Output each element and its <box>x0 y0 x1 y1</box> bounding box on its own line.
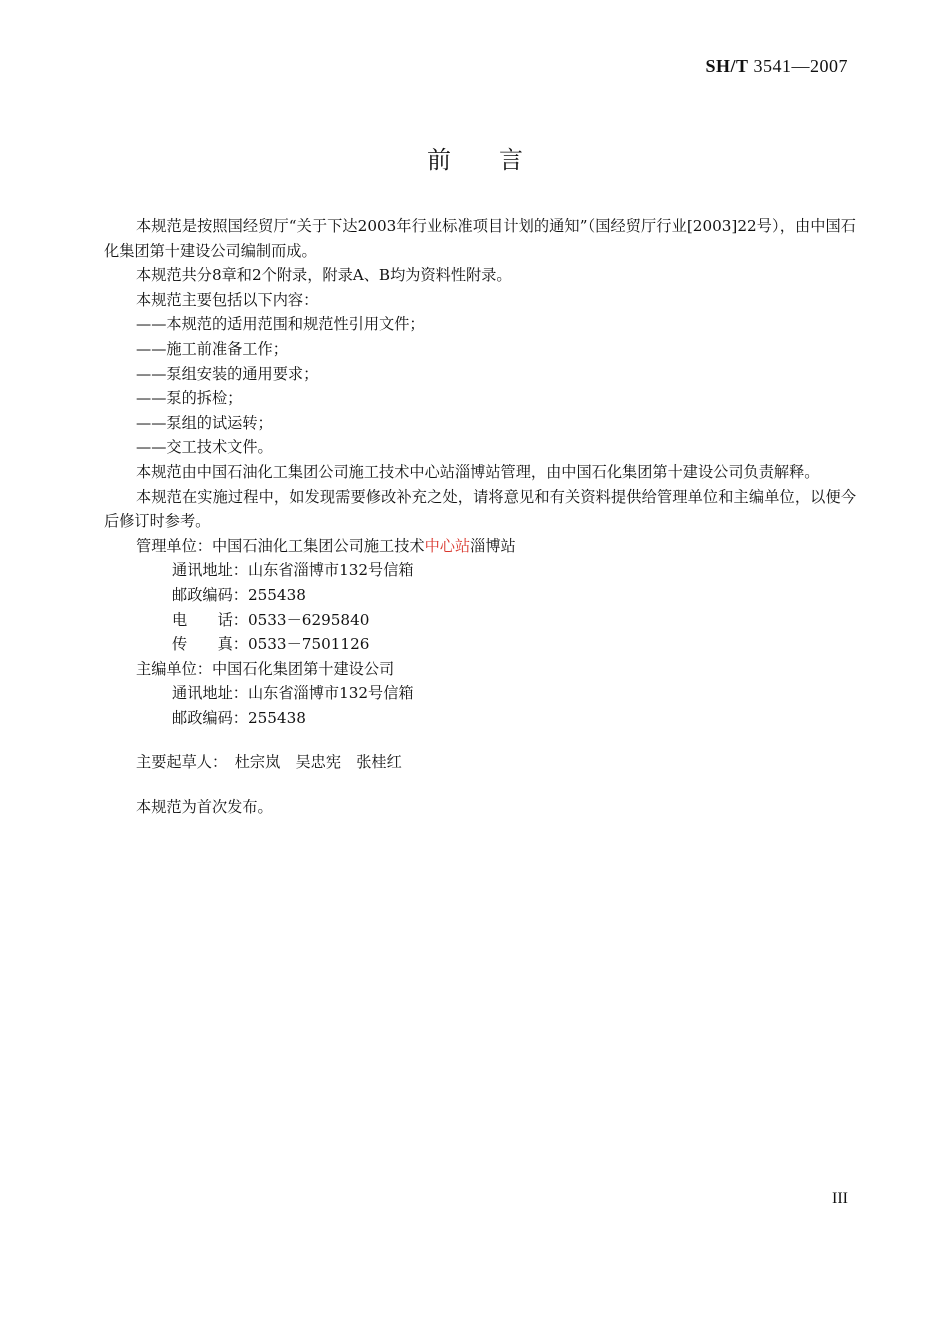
paragraph-structure: 本规范共分8章和2个附录，附录A、B均为资料性附录。 <box>136 266 512 285</box>
management-unit-line <box>104 534 856 559</box>
drafters-line: 主要起草人： 杜宗岚 吴忠宪 张桂红 <box>136 753 402 772</box>
management-postcode: 邮政编码：255438 <box>172 585 306 604</box>
standard-code <box>705 56 848 77</box>
chief-editor-address: 通讯地址：山东省淄博市132号信箱 <box>172 684 414 703</box>
spacer <box>104 730 856 750</box>
management-unit-suffix: 淄博站 <box>470 536 516 555</box>
management-address: 通讯地址：山东省淄博市132号信箱 <box>172 561 414 580</box>
spacer <box>104 775 856 795</box>
standard-prefix: SH/T <box>705 56 749 76</box>
list-item: ——本规范的适用范围和规范性引用文件； <box>136 315 425 334</box>
chief-editor-unit-line: 主编单位：中国石化集团第十建设公司 <box>136 659 395 678</box>
list-item: ——泵组的试运转； <box>136 413 273 432</box>
list-item: ——交工技术文件。 <box>136 438 273 457</box>
page-number: III <box>832 1190 848 1207</box>
foreword-body <box>104 214 856 820</box>
standard-number: 3541—2007 <box>748 56 848 76</box>
management-phone: 电 话：0533－6295840 <box>172 610 370 629</box>
paragraph-management: 本规范由中国石油化工集团公司施工技术中心站淄博站管理，由中国石化集团第十建设公司负责解释。 <box>136 462 820 481</box>
paragraph-contents-intro: 本规范主要包括以下内容： <box>136 290 319 309</box>
management-fax: 传 真：0533－7501126 <box>172 635 370 654</box>
list-item: ——施工前准备工作； <box>136 339 288 358</box>
page-title: 前言 <box>427 146 571 174</box>
chief-editor-postcode: 邮政编码：255438 <box>172 708 306 727</box>
list-item: ——泵组安装的通用要求； <box>136 364 319 383</box>
paragraph-feedback: 本规范在实施过程中，如发现需要修改补充之处，请将意见和有关资料提供给管理单位和主编单位，以便今后修订时参考。 <box>104 487 856 531</box>
paragraph-first-release: 本规范为首次发布。 <box>136 798 273 817</box>
paragraph-origin: 本规范是按照国经贸厅“关于下达2003年行业标准项目计划的通知”（国经贸厅行业[2003]22号），由中国石化集团第十建设公司编制而成。 <box>104 217 856 260</box>
management-unit-prefix: 管理单位：中国石油化工集团公司施工技术 <box>136 536 425 555</box>
list-item: ——泵的拆检； <box>136 389 243 408</box>
management-unit-highlight: 中心站 <box>424 536 471 555</box>
